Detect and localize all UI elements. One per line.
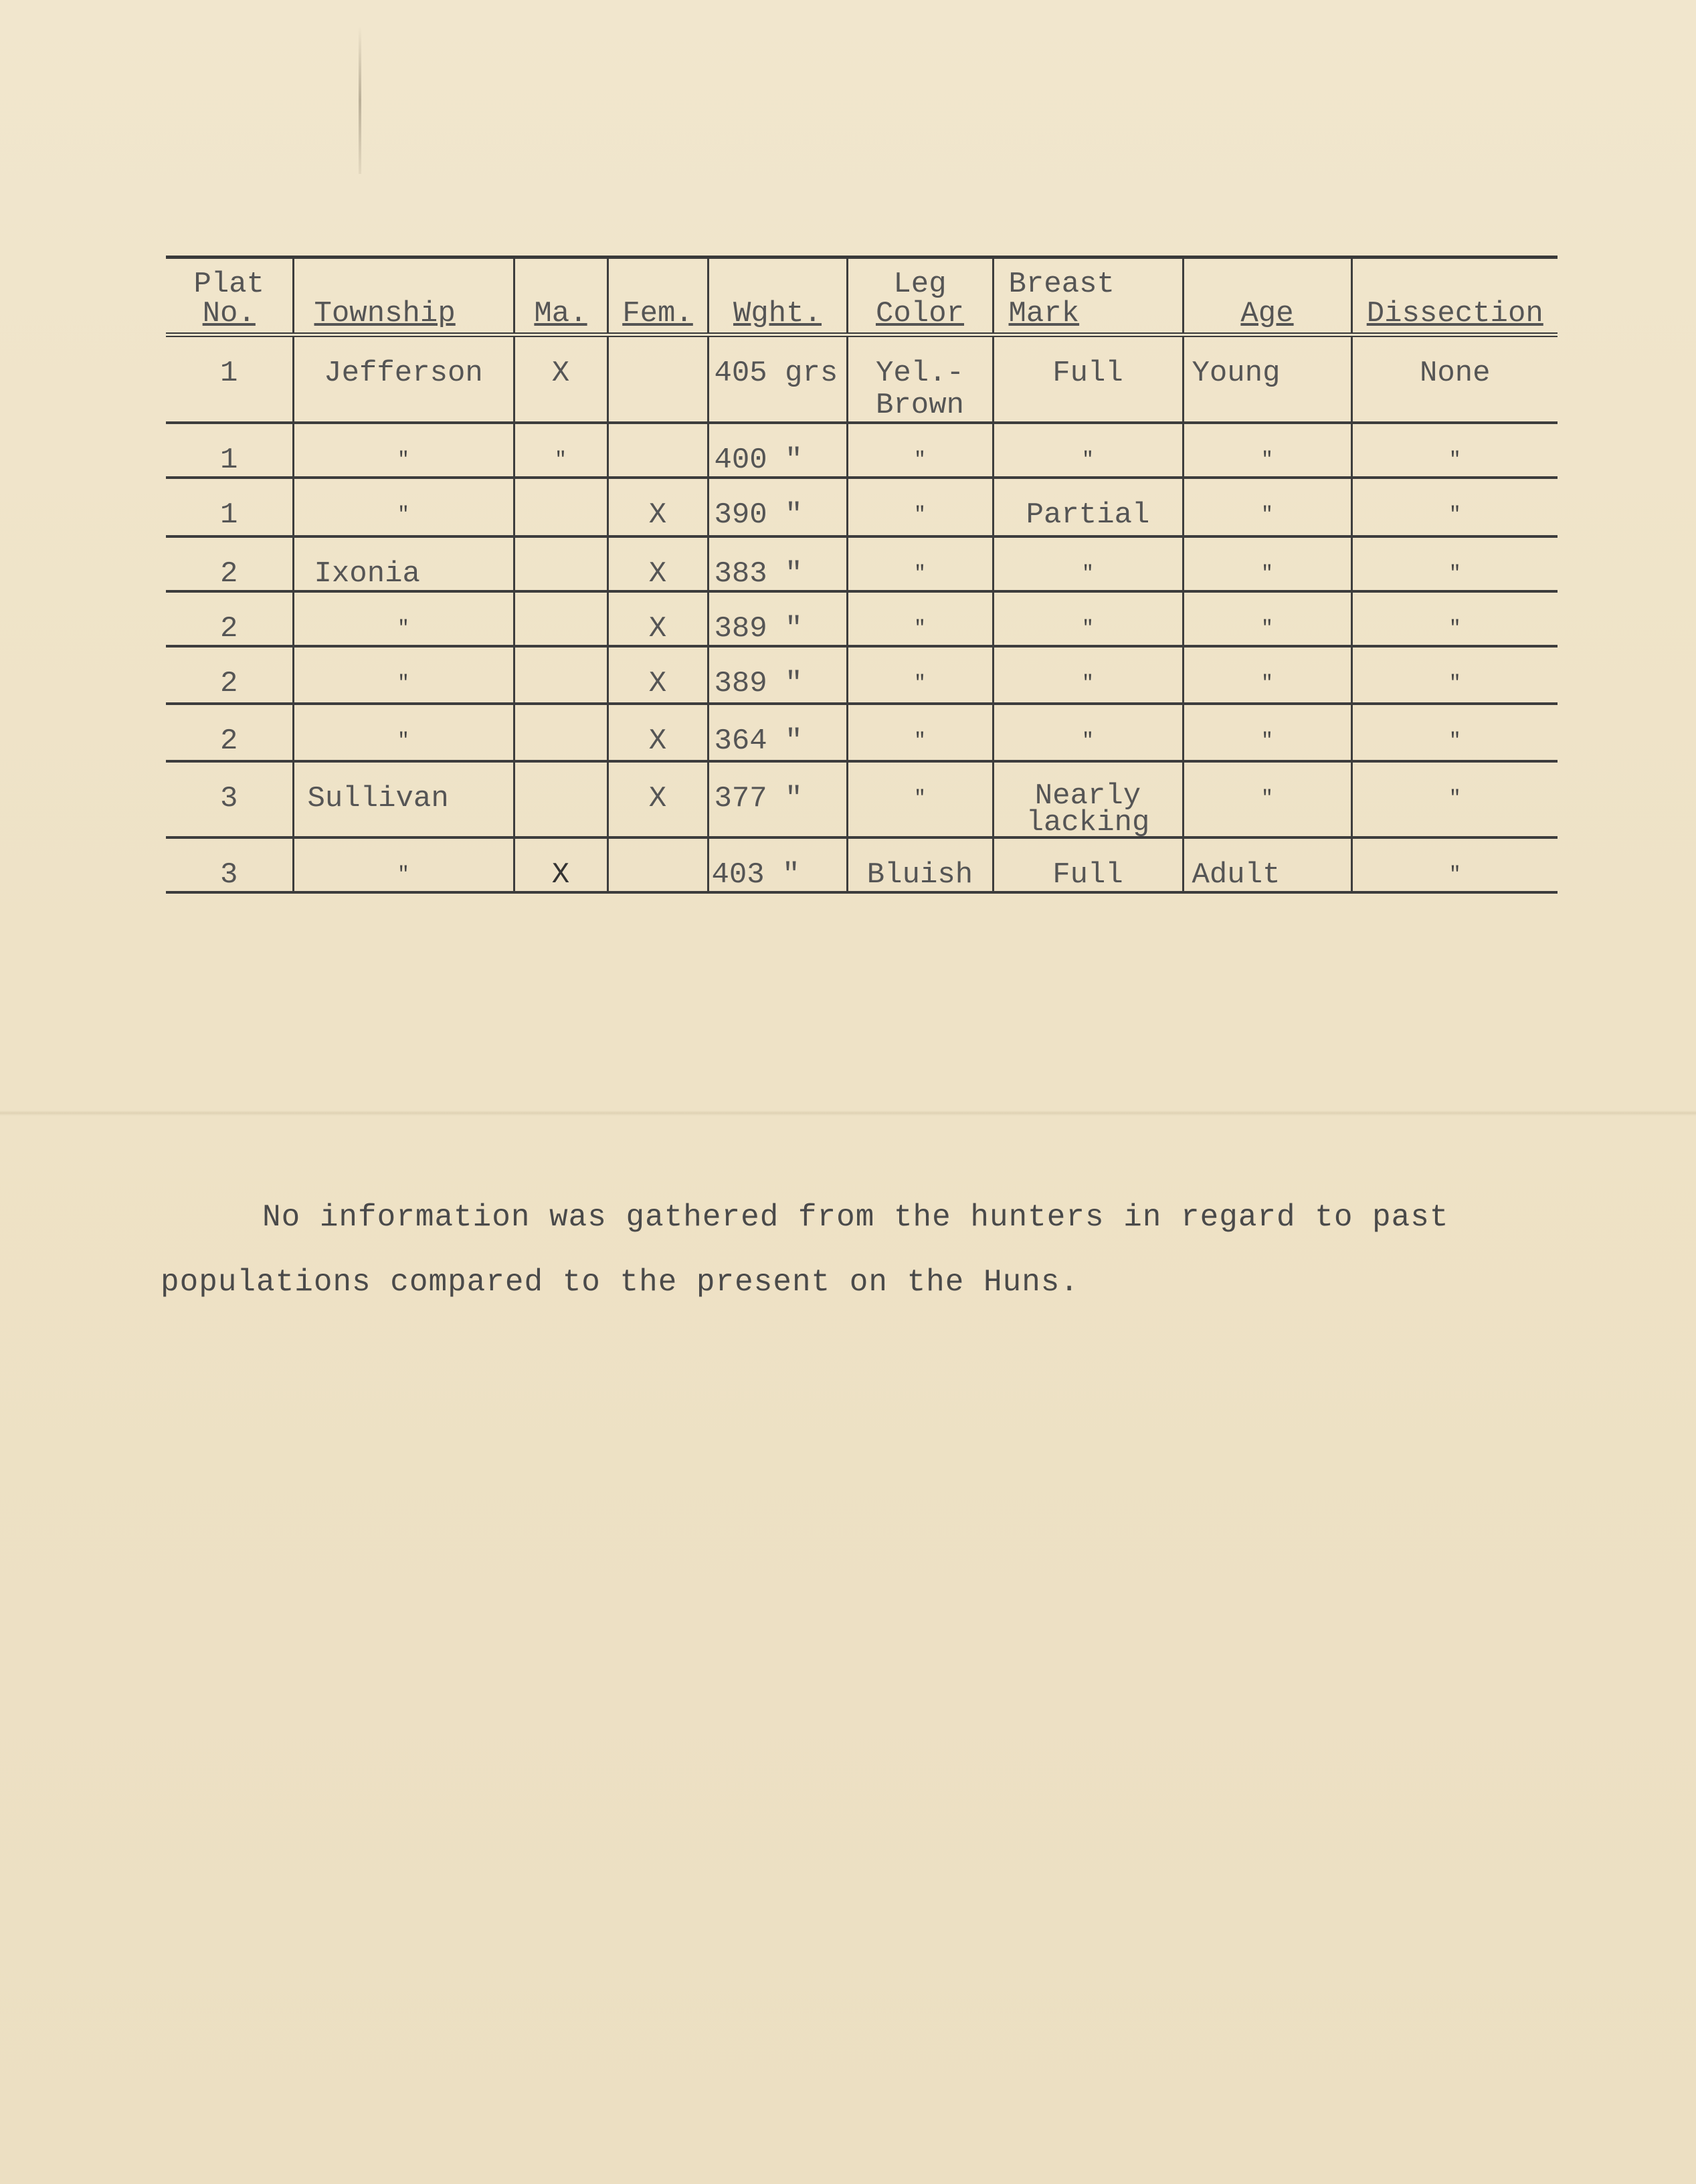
cell-plat: 3 xyxy=(220,858,238,892)
cell-weight: 400 " xyxy=(708,423,847,478)
cell-breast-mark: Full xyxy=(993,335,1183,423)
cell-weight: 389 " xyxy=(708,646,847,704)
cell-breast-mark: " xyxy=(993,591,1183,646)
cell-age: " xyxy=(1183,646,1351,704)
cell-township: " xyxy=(293,704,514,761)
table-row xyxy=(166,704,1558,761)
cell-leg-color: " xyxy=(847,536,993,591)
cell-dissection: " xyxy=(1351,704,1558,761)
cell-breast-mark: " xyxy=(993,423,1183,478)
cell-leg-color: Bluish xyxy=(847,837,993,892)
cell-leg-color: " xyxy=(847,591,993,646)
cell-age: " xyxy=(1183,761,1351,837)
table-header-row xyxy=(166,258,1558,335)
cell-female xyxy=(607,423,708,478)
cell-male xyxy=(514,536,607,591)
cell-plat: 1 xyxy=(220,443,238,477)
cell-township: " xyxy=(293,423,514,478)
cell-female xyxy=(607,837,708,892)
header-township: Township xyxy=(293,258,514,335)
cell-dissection: " xyxy=(1351,423,1558,478)
cell-dissection: " xyxy=(1351,761,1558,837)
table-row xyxy=(166,423,1558,478)
cell-leg-color: " xyxy=(847,704,993,761)
cell-township: Jefferson xyxy=(293,335,514,423)
cell-male xyxy=(514,704,607,761)
cell-leg-color: Yel.- Brown xyxy=(847,335,993,423)
cell-male: X xyxy=(514,837,607,892)
cell-township: Sullivan xyxy=(293,761,514,837)
header-dissection: Dissection xyxy=(1351,258,1558,335)
cell-breast-mark: Nearly lacking xyxy=(993,761,1183,837)
table-row xyxy=(166,761,1558,837)
table-row xyxy=(166,335,1558,423)
cell-plat: 2 xyxy=(220,557,238,591)
cell-weight: 403 " xyxy=(708,837,847,892)
table-row xyxy=(166,591,1558,646)
cell-age: " xyxy=(1183,704,1351,761)
cell-township: " xyxy=(293,591,514,646)
table-row xyxy=(166,536,1558,591)
cell-leg-color: " xyxy=(847,761,993,837)
cell-leg-color: " xyxy=(847,423,993,478)
cell-plat: 3 xyxy=(220,782,238,815)
header-female: Fem. xyxy=(607,258,708,335)
note-line-2: populations compared to the present on the Huns. xyxy=(161,1265,1080,1300)
cell-female: X xyxy=(607,761,708,837)
note-line-1: No information was gathered from the hunters in regard to past xyxy=(262,1200,1449,1235)
cell-leg-color: " xyxy=(847,478,993,536)
cell-male: X xyxy=(514,335,607,423)
cell-female xyxy=(607,335,708,423)
cell-dissection: " xyxy=(1351,478,1558,536)
cell-female: X xyxy=(607,704,708,761)
cell-breast-mark: " xyxy=(993,646,1183,704)
cell-township: " xyxy=(293,837,514,892)
cell-breast-mark: Full xyxy=(993,837,1183,892)
cell-age: " xyxy=(1183,423,1351,478)
cell-age: " xyxy=(1183,536,1351,591)
cell-weight: 390 " xyxy=(708,478,847,536)
header-breast-mark: Breast Mark xyxy=(993,258,1183,335)
cell-male xyxy=(514,478,607,536)
cell-breast-mark: " xyxy=(993,536,1183,591)
cell-female: X xyxy=(607,478,708,536)
header-plat-no: Plat No. xyxy=(193,268,265,330)
header-leg-color: Leg Color xyxy=(847,258,993,335)
cell-township: " xyxy=(293,478,514,536)
header-weight: Wght. xyxy=(708,258,847,335)
cell-leg-color: " xyxy=(847,646,993,704)
cell-female: X xyxy=(607,591,708,646)
paper-fold xyxy=(0,1110,1696,1116)
cell-township: " xyxy=(293,646,514,704)
table-row xyxy=(166,837,1558,892)
cell-male xyxy=(514,761,607,837)
cell-dissection: None xyxy=(1351,335,1558,423)
cell-female: X xyxy=(607,536,708,591)
partridge-data-table xyxy=(166,256,1558,894)
cell-plat: 1 xyxy=(220,357,238,390)
cell-weight: 389 " xyxy=(708,591,847,646)
cell-female: X xyxy=(607,646,708,704)
cell-breast-mark: Partial xyxy=(993,478,1183,536)
note-paragraph xyxy=(161,1185,1566,1315)
cell-male xyxy=(514,646,607,704)
cell-dissection: " xyxy=(1351,837,1558,892)
cell-dissection: " xyxy=(1351,536,1558,591)
cell-male: " xyxy=(514,423,607,478)
header-male: Ma. xyxy=(514,258,607,335)
table-row xyxy=(166,646,1558,704)
cell-age: " xyxy=(1183,478,1351,536)
header-age: Age xyxy=(1183,258,1351,335)
cell-dissection: " xyxy=(1351,646,1558,704)
table-row xyxy=(166,478,1558,536)
cell-plat: 2 xyxy=(220,667,238,700)
cell-plat: 2 xyxy=(220,612,238,646)
cell-plat: 2 xyxy=(220,724,238,758)
cell-plat: 1 xyxy=(220,498,238,532)
cell-age: Adult xyxy=(1183,837,1351,892)
cell-township: Ixonia xyxy=(293,536,514,591)
cell-age: Young xyxy=(1183,335,1351,423)
cell-dissection: " xyxy=(1351,591,1558,646)
margin-mark xyxy=(359,27,361,174)
cell-weight: 383 " xyxy=(708,536,847,591)
cell-breast-mark: " xyxy=(993,704,1183,761)
cell-weight: 377 " xyxy=(708,761,847,837)
cell-age: " xyxy=(1183,591,1351,646)
cell-weight: 364 " xyxy=(708,704,847,761)
cell-male xyxy=(514,591,607,646)
cell-weight: 405 grs xyxy=(708,335,847,423)
